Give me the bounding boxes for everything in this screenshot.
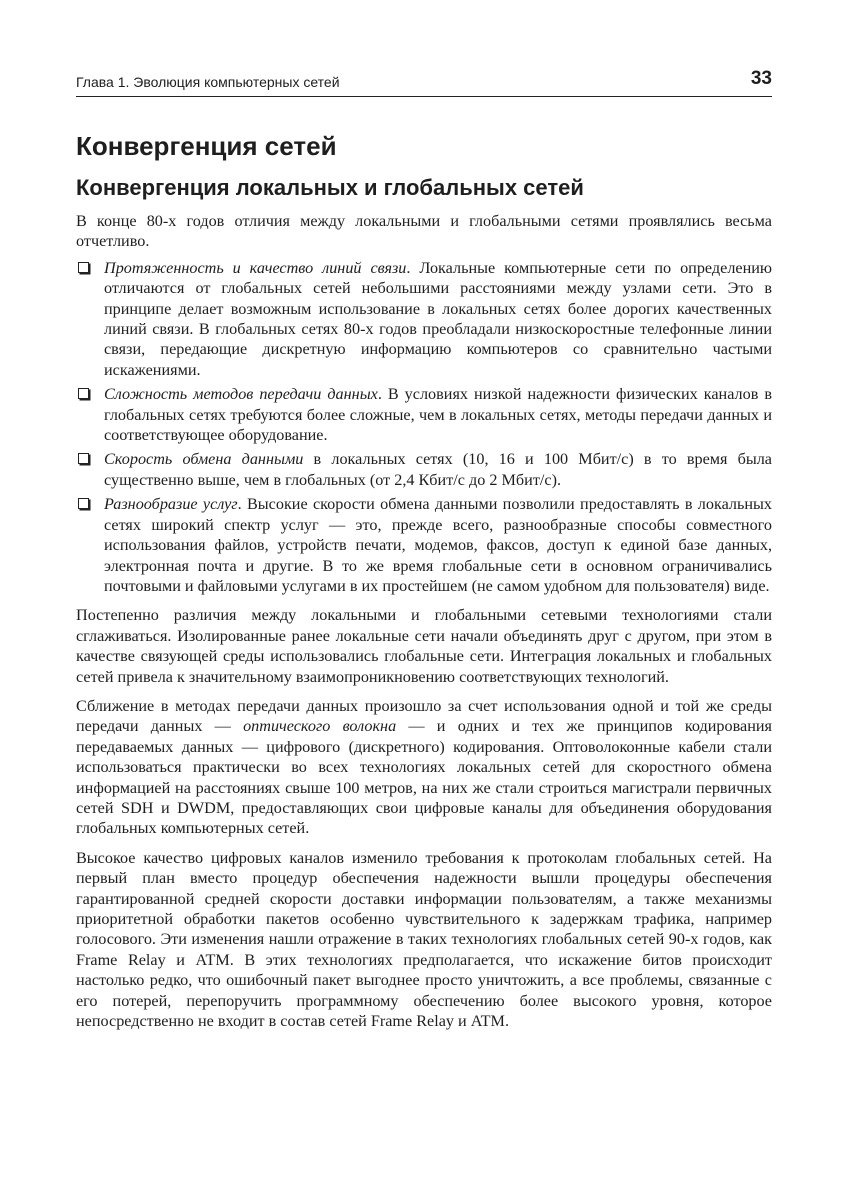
paragraph-text: Сближение в методах передачи данных произошло за счет использования одной и той же среды передачи данных — <box>76 696 772 736</box>
page-number: 33 <box>750 68 772 89</box>
running-title: Глава 1. Эволюция компьютерных сетей <box>76 74 340 90</box>
page <box>76 68 772 1031</box>
bullet-term: Скорость обмена данными <box>104 450 304 469</box>
checkbox-bullet-icon <box>78 498 89 509</box>
section-title: Конвергенция сетей <box>76 131 337 161</box>
checkbox-bullet-icon <box>78 262 89 273</box>
bullet-item <box>76 258 772 380</box>
paragraph-digital-channels: Высокое качество цифровых каналов изменило требования к протоколам глобальных сетей. На первый план вместо процедур обеспечения надежности вышли процедуры обеспечения гарантированной средней скорости доставки информации пользователям, а также механизмы приоритетной обработки пакетов особенно чувствительного к задержкам трафика, например голосового. Эти изменения нашли отражение в таких технологиях глобальных сетей 90-х годов, как Frame Relay и ATM. В этих технологиях предполагается, что искажение битов происходит настолько редко, что ошибочный пакет выгоднее просто уничтожить, а все проблемы, связанные с его потерей, перепоручить программному обеспечению более высокого уровня, которое непосредственно не входит в состав сетей Frame Relay и ATM. <box>76 848 772 1031</box>
paragraph-optical-fiber <box>76 696 772 839</box>
bullet-text: в локальных сетях (10, 16 и 100 Мбит/с) в то время была существенно выше, чем в глобальных (от 2,4 Кбит/с до 2 Мбит/с). <box>104 450 772 489</box>
bullet-item <box>76 449 772 490</box>
bullet-text: . Высокие скорости обмена данными позволили предоставлять в локальных сетях широкий спектр услуг — это, прежде всего, разнообразные способы совместного использования файлов, устройств печати, модемов, факсов, доступ к единой базе данных, электронная почта и другие. В то же время глобальные сети в основном ограничивались почтовыми и файловыми услугами в их простейшем (не самом удобном для пользователя) виде. <box>104 495 773 595</box>
bullet-term: Разнообразие услуг <box>104 495 238 514</box>
bullet-item <box>76 494 772 596</box>
bullet-term: Протяженность и качество линий связи <box>104 258 407 277</box>
bullet-item <box>76 384 772 445</box>
paragraph-integration: Постепенно различия между локальными и глобальными сетевыми технологиями стали сглаживаться. Изолированные ранее локальные сети начали объединять друг с другом, при этом в качестве связующей среды использовались глобальные сети. Интеграция локальных и глобальных сетей привела к значительному взаимопроникновению соответствующих технологий. <box>76 606 772 686</box>
bullet-term: Сложность методов передачи данных <box>104 385 378 404</box>
subsection-title: Конвергенция локальных и глобальных сетей <box>76 175 584 200</box>
intro-paragraph: В конце 80-х годов отличия между локальными и глобальными сетями проявлялись весьма отчетливо. <box>76 212 772 251</box>
paragraph-text: — и одних и тех же принципов кодирования передаваемых данных — цифрового (дискретного) кодирования. Оптоволоконные кабели стали использоваться практически во всех технологиях локальных сетей для скоростного обмена информацией на расстояниях свыше 100 метров, на них же стали строиться магистрали первичных сетей SDH и DWDM, предоставляющих свои цифровые каналы для объединения оборудования глобальных компьютерных сетей. <box>76 717 773 838</box>
checkbox-bullet-icon <box>78 453 89 464</box>
bullet-text: . Локальные компьютерные сети по определению отличаются от глобальных сетей небольшими расстояниями между узлами сети. Это в принципе делает возможным использование в локальных сетях более дорогих качественных линий связи. В глобальных сетях 80-х годов преобладали низкоскоростные телефонные линии связи, передающие дискретную информацию компьютеров со сравнительно частыми искажениями. <box>104 258 773 379</box>
bullet-list <box>76 258 772 597</box>
emphasis-optical-fiber: оптического волокна <box>243 717 397 736</box>
bullet-text: . В условиях низкой надежности физических каналов в глобальных сетях требуются более сложные, чем в локальных сетях, методы передачи данных и соответствующее оборудование. <box>104 385 772 445</box>
running-header <box>76 68 772 97</box>
checkbox-bullet-icon <box>78 388 89 399</box>
